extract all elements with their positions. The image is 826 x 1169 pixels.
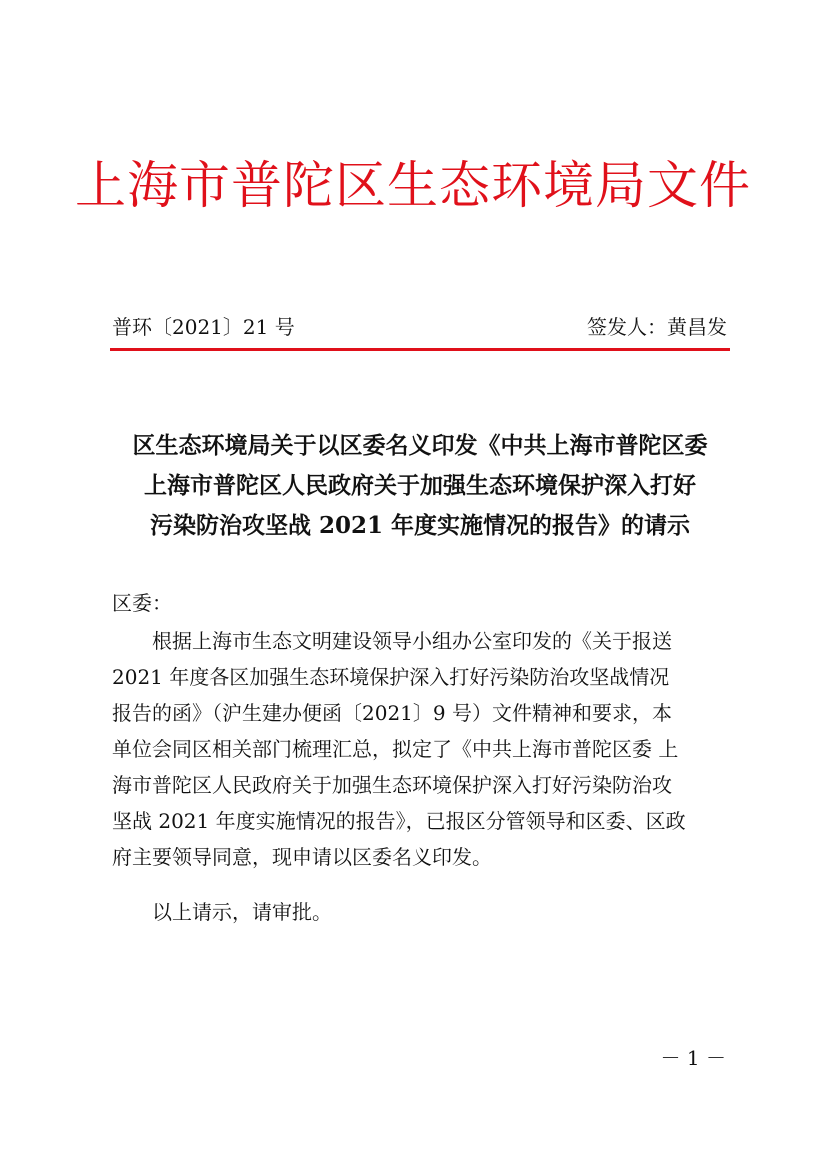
closing-request: 以上请示，请审批。 xyxy=(152,900,332,924)
addressee: 区委： xyxy=(112,591,172,615)
document-number: 普环〔2021〕21 号 xyxy=(112,315,295,339)
body-line: 府主要领导同意，现申请以区委名义印发。 xyxy=(112,845,492,869)
title-line: 污染防治攻坚战 2021 年度实施情况的报告》的请示 xyxy=(149,512,691,539)
body-line: 2021 年度各区加强生态环境保护深入打好污染防治攻坚战情况 xyxy=(112,665,670,689)
masthead-title: 上海市普陀区生态环境局文件 xyxy=(74,157,751,216)
red-divider xyxy=(110,348,730,351)
document-title xyxy=(100,426,740,546)
body-paragraph xyxy=(112,623,728,875)
document-info-line xyxy=(112,312,727,342)
signer: 签发人：黄昌发 xyxy=(587,315,727,339)
body-line: 坚战 2021 年度实施情况的报告》，已报区分管领导和区委、区政 xyxy=(112,809,686,833)
title-line: 上海市普陀区人民政府关于加强生态环境保护深入打好 xyxy=(144,472,696,499)
body-line: 单位会同区相关部门梳理汇总，拟定了《中共上海市普陀区委 上 xyxy=(112,737,679,761)
title-line: 区生态环境局关于以区委名义印发《中共上海市普陀区委 xyxy=(132,432,708,459)
body-line: 海市普陀区人民政府关于加强生态环境保护深入打好污染防治攻 xyxy=(112,773,672,797)
page-number: － 1 － xyxy=(660,1046,726,1070)
body-line: 根据上海市生态文明建设领导小组办公室印发的《关于报送 xyxy=(112,629,672,653)
body-line: 报告的函》（沪生建办便函〔2021〕9 号）文件精神和要求，本 xyxy=(112,701,672,725)
